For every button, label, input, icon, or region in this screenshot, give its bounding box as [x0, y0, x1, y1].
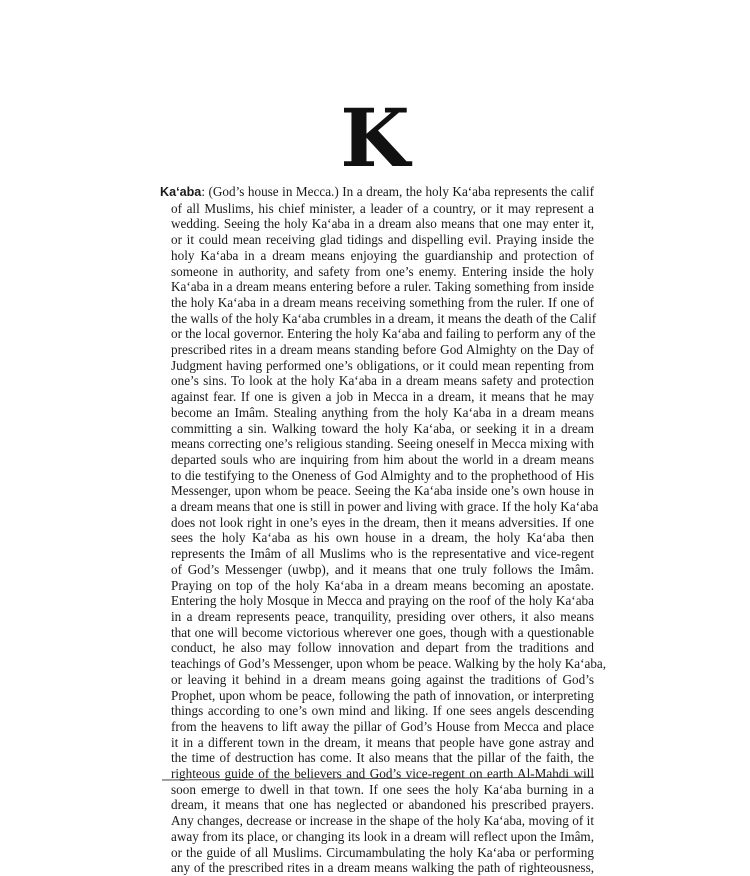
entry-headword: Ka‘aba: [160, 185, 202, 199]
entry-line: away from its place, or changing its look in a dream will reflect upon the Imâm,: [171, 828, 594, 844]
entry-first-line: [160, 184, 594, 201]
entry-line: one’s sins. To look at the holy Ka‘aba in a dream means safety and protection: [171, 373, 594, 389]
entry-line: any of the prescribed rites in a dream means walking the path of righteousness,: [171, 860, 594, 876]
entry-line: soon emerge to dwell in that town. If one sees the holy Ka‘aba burning in a: [171, 781, 594, 797]
entry-line: or it could mean receiving glad tidings and dispelling evil. Praying inside the: [171, 232, 594, 248]
entry-line: committing a sin. Walking toward the holy Ka‘aba, or seeking it in a dream: [171, 420, 594, 436]
entry-line: or leaving it behind in a dream means going against the traditions of God’s: [171, 671, 594, 687]
entry-line: against fear. If one is given a job in Mecca in a dream, it means that he may: [171, 389, 594, 405]
entry-line: Messenger, upon whom be peace. Seeing the Ka‘aba inside one’s own house in: [171, 483, 594, 499]
entry-line: sees the holy Ka‘aba as his own house in a dream, the holy Ka‘aba then: [171, 530, 594, 546]
entry-line: departed souls who are inquiring from him about the world in a dream means: [171, 451, 594, 467]
entry-line: righteous guide of the believers and God’s vice-regent on earth Al-Mahdi will: [171, 766, 594, 782]
entry-line: things according to one’s own mind and liking. If one sees angels descending: [171, 703, 594, 719]
entry-line: or the local governor. Entering the holy Ka‘aba and failing to perform any of the: [171, 326, 596, 342]
entry-line: or the guide of all Muslims. Circumambulating the holy Ka‘aba or performing: [171, 844, 594, 860]
entry-line: prescribed rites in a dream means standing before God Almighty on the Day of: [171, 342, 594, 358]
entry-line: it in a different town in the dream, it means that people have gone astray and: [171, 734, 594, 750]
entry-line: from the heavens to lift away the pillar of God’s House from Mecca and place: [171, 718, 594, 734]
entry-line: does not look right in one’s eyes in the dream, then it means adversities. If one: [171, 514, 594, 530]
dictionary-entry: [160, 184, 607, 876]
entry-line: wedding. Seeing the holy Ka‘aba in a dream also means that one may enter it,: [171, 216, 594, 232]
entry-line: Entering the holy Mosque in Mecca and praying on the roof of the holy Ka‘aba: [171, 593, 594, 609]
entry-line: Judgment having performed one’s obligations, or it could mean repenting from: [171, 357, 594, 373]
entry-line: a dream means that one is still in power and living with grace. If the holy Ka‘aba: [171, 499, 599, 515]
entry-line: become an Imâm. Stealing anything from the holy Ka‘aba in a dream means: [171, 404, 594, 420]
entry-line: Any changes, decrease or increase in the shape of the holy Ka‘aba, moving of it: [171, 813, 594, 829]
entry-line: in a dream represents peace, tranquility, presiding over others, it also means: [171, 608, 594, 624]
entry-line: teachings of God’s Messenger, upon whom be peace. Walking by the holy Ka‘aba,: [171, 656, 607, 672]
entry-line: of God’s Messenger (uwbp), and it means that one truly follows the Imâm.: [171, 561, 594, 577]
entry-line: someone in authority, and safety from one’s enemy. Entering inside the holy: [171, 263, 594, 279]
entry-line: dream, it means that one has neglected or abandoned his prescribed prayers.: [171, 797, 594, 813]
entry-line: the holy Ka‘aba in a dream means receiving something from the ruler. If one of: [171, 294, 594, 310]
entry-line: conduct, he also may follow innovation and depart from the traditions and: [171, 640, 594, 656]
entry-line: Prophet, upon whom be peace, following the path of innovation, or interpreting: [171, 687, 594, 703]
entry-line: the time of destruction has come. It also means that the pillar of the faith, the: [171, 750, 594, 766]
entry-line: represents the Imâm of all Muslims who is the representative and vice-regent: [171, 546, 594, 562]
entry-line: to die testifying to the Oneness of God Almighty and to the prophethood of His: [171, 467, 594, 483]
chapter-letter-heading: K: [340, 91, 410, 185]
entry-line: that one will become victorious wherever one goes, though with a questionable: [171, 624, 594, 640]
entry-line: of all Muslims, his chief minister, a leader of a country, or it may represent a: [171, 200, 594, 216]
entry-line: Ka‘aba in a dream means entering before a ruler. Taking something from inside: [171, 279, 594, 295]
entry-line: the walls of the holy Ka‘aba crumbles in a dream, it means the death of the Calif: [171, 310, 597, 326]
entry-line: Praying on top of the holy Ka‘aba in a dream means becoming an apostate.: [171, 577, 594, 593]
entry-line: holy Ka‘aba in a dream means enjoying the guardianship and protection of: [171, 247, 594, 263]
entry-line: means correcting one’s religious standing. Seeing oneself in Mecca mixing with: [171, 436, 594, 452]
entry-first-line-text: : (God’s house in Mecca.) In a dream, the holy Ka‘aba represents the calif: [201, 184, 594, 199]
